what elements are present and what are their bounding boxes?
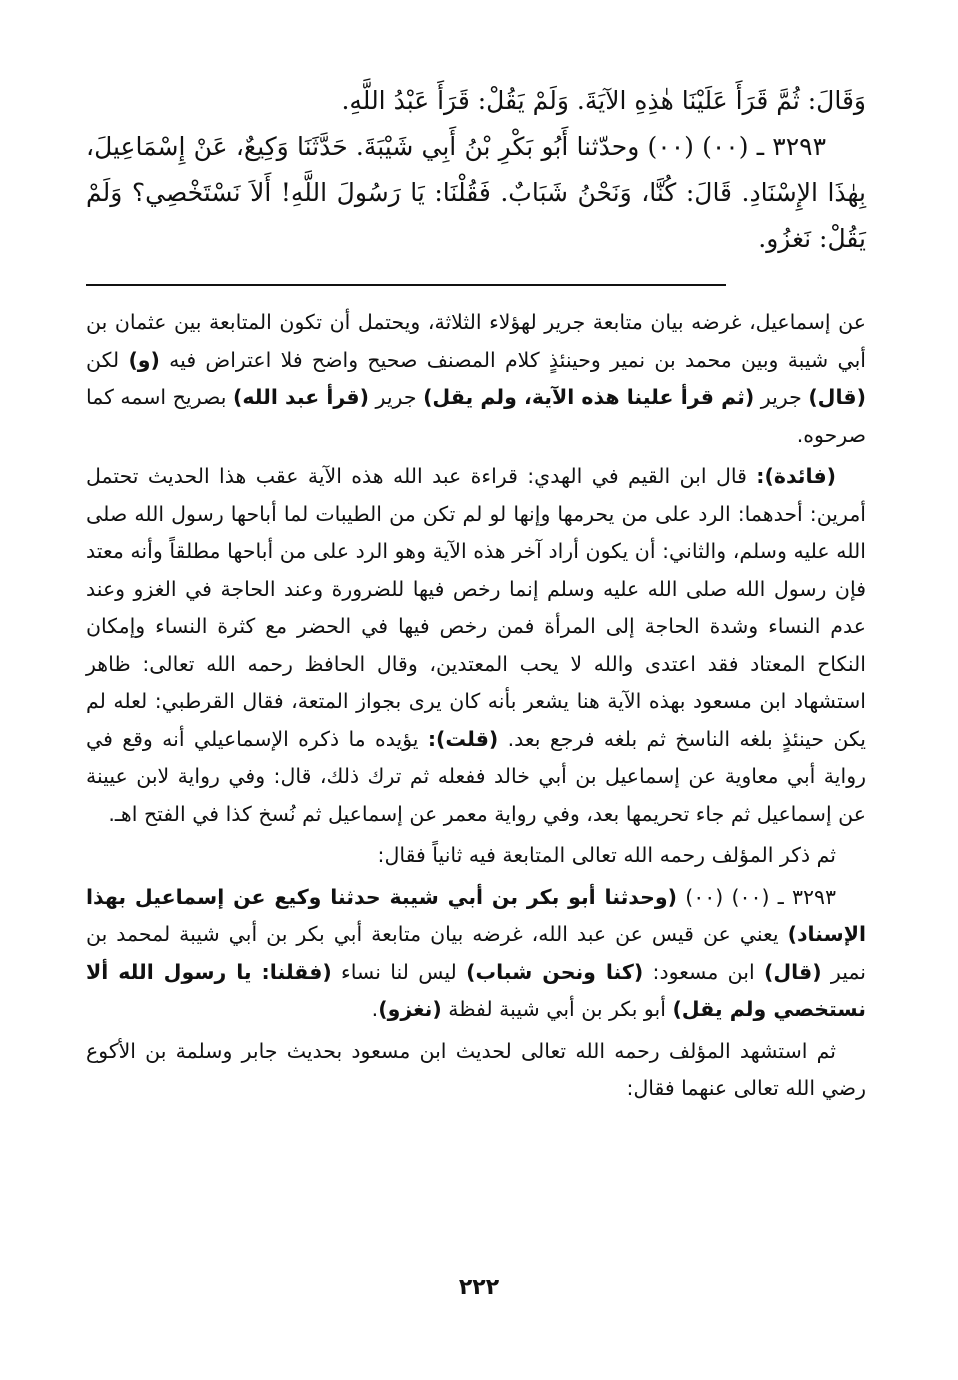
bold-run: (و) (128, 347, 160, 372)
bold-run: (قال) (808, 385, 866, 409)
text-run: ليس لنا نساء (331, 959, 467, 984)
hadith-paragraph-3293: ٣٢٩٣ ـ (٠٠) (٠٠) وحدّثنا أَبُو بَكْرِ بْنُ أَبِي شَيْبَةَ. حَدَّثَنَا وَكِيعٌ، عَنْ إِسْمَاعِيلَ، بِهٰذَا الإِسْنَادِ. قَالَ: كُنَّا، وَنَحْنُ شَبَابٌ. فَقُلْنَا: يَا رَسُولَ اللَّهِ! أَلاَ نَسْتَخْصِي؟ وَلَمْ يَقُلْ: نَغزُو. (86, 132, 866, 253)
commentary-paragraph-3293 (86, 879, 866, 1029)
text-run: بصريح اسمه كما صرحوه. (86, 385, 866, 447)
hadith-line-1: وَقَالَ: ثُمَّ قَرَأَ عَلَيْنَا هٰذِهِ الآيَةَ. وَلَمْ يَقُلْ: قَرَأَ عَبْدُ اللَّهِ. (341, 86, 866, 115)
commentary-paragraph-5: ثم استشهد المؤلف رحمه الله تعالى لحديث ابن مسعود بحديث جابر وسلمة بن الأكوع رضي الله تعالى عنهما فقال: (86, 1038, 866, 1100)
bold-run: (فقلنا: يا رسول الله ألا نستخصي ولم يقل) (86, 959, 866, 1021)
text-run: عن إسماعيل، غرضه بيان متابعة جرير لهؤلاء الثلاثة، ويحتمل أن تكون المتابعة بين عثمان بن أبي شيبة وبين محمد بن نمير وحينئذٍ كلام المصنف صحيح واضح فلا اعتراض فيه (86, 310, 866, 372)
commentary-text (86, 304, 866, 1108)
text-run: قال ابن القيم في الهدي: قراءة عبد الله هذه الآية عقب هذا الحديث تحتمل أمرين: أحدهما: الرد على من يحرمها وإنها لو لم تكن من الطيبات لما أباحها رسول الله صلى الله عليه وسلم، والثاني: أن يكون أراد آخر هذه الآية وهو الرد على من أباحها مطلقاً وأنه معتد فإن رسول الله صلى الله عليه وسلم إنما رخص فيها للضرورة وعند الحاجة في الغزو وعند عدم النساء وشدة الحاجة إلى المرأة فمن رخص فيها في الحضر مع كثرة النساء وإمكان النكاح المعتاد فقد اعتدى والله لا يحب المعتدين، وقال الحافظ رحمه الله تعالى: ظاهر استشهاد ابن مسعود بهذه الآية هنا يشعر بأنه كان يرى بجواز المتعة، فقال القرطبي: لعله لم يكن حينئذٍ بلغه الناسخ ثم بلغه فرجع بعد. (86, 464, 867, 751)
bold-run: (نغزو) (378, 997, 442, 1021)
commentary-paragraph-3: ثم ذكر المؤلف رحمه الله تعالى المتابعة فيه ثانياً فقال: (377, 843, 836, 867)
page-number: ٢٢٢ (458, 1275, 500, 1300)
text-run: جرير (368, 385, 424, 409)
text-run: ٣٢٩٣ ـ (٠٠) (٠٠) (677, 884, 836, 909)
text-run: . (371, 997, 379, 1021)
text-run: ابن مسعود: (643, 959, 764, 984)
text-run: أبو بكر بن أبي شيبة لفظة (441, 997, 673, 1021)
text-run: جرير (754, 385, 809, 409)
text-run: لكن (86, 347, 129, 372)
text-area (86, 78, 866, 1108)
text-run: يؤيده ما ذكره الإسماعيلي أنه وقع في رواية أبي معاوية عن إسماعيل بن أبي خالد ففعله ثم ترك ذلك، قال: وفي رواية لابن عيينة عن إسماعيل ثم جاء تحريمها بعد، وفي رواية معمر عن إسماعيل ثم نُسخ كذا في الفتح اهـ. (86, 726, 866, 826)
bold-run: (فائدة): (756, 464, 836, 488)
bold-run: (قلت): (427, 726, 499, 751)
bold-run: (ثم قرأ علينا هذه الآية، ولم يقل) (423, 385, 755, 409)
bold-run: (قال) (763, 959, 822, 984)
bold-run: (قرأ عبد الله) (232, 385, 369, 409)
bold-run: (كنا ونحن شباب) (466, 959, 644, 984)
text-run: يعني عن قيس عن عبد الله، غرضه بيان متابعة أبي بكر بن أبي شيبة لمحمد بن نمير (86, 922, 866, 984)
bold-run: (وحدثنا أبو بكر بن أبي شيبة حدثنا وكيع عن إسماعيل بهذا الإسناد) (86, 884, 866, 946)
commentary-paragraph-faida (86, 458, 866, 833)
commentary-paragraph-1 (86, 304, 866, 454)
hadith-text (86, 78, 866, 262)
footnote-separator (86, 284, 726, 286)
